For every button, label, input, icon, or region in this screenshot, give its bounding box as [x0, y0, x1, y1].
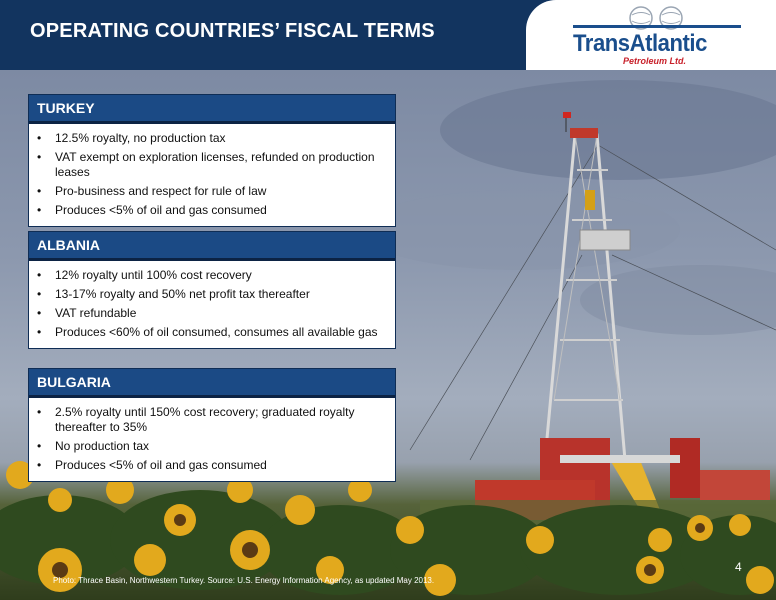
list-item: • Produces <5% of oil and gas consumed [55, 458, 389, 473]
slide-title: OPERATING COUNTRIES’ FISCAL TERMS [30, 20, 435, 42]
slide-header [0, 0, 776, 70]
panel-albania [28, 231, 396, 349]
list-item: • VAT exempt on exploration licenses, refunded on production leases [55, 150, 389, 180]
panel-title: BULGARIA [29, 369, 395, 398]
logo-wordmark: TransAtlantic [573, 30, 707, 57]
list-item: • 12% royalty until 100% cost recovery [55, 268, 389, 283]
bullet-list [29, 398, 395, 481]
panel-bulgaria [28, 368, 396, 482]
photo-caption: Photo: Thrace Basin, Northwestern Turkey. Source: U.S. Energy Information Agency, as updated May 2013. [53, 576, 435, 585]
bullet-list [29, 261, 395, 348]
list-item: • Pro-business and respect for rule of law [55, 184, 389, 199]
list-item: • Produces <5% of oil and gas consumed [55, 203, 389, 218]
panel-title: TURKEY [29, 95, 395, 124]
panel-title: ALBANIA [29, 232, 395, 261]
list-item: • Produces <60% of oil consumed, consumes all available gas [55, 325, 389, 340]
page-number: 4 [735, 560, 742, 574]
list-item: • 2.5% royalty until 150% cost recovery; graduated royalty thereafter to 35% [55, 405, 389, 435]
panel-turkey [28, 94, 396, 227]
list-item: • 12.5% royalty, no production tax [55, 131, 389, 146]
list-item: • No production tax [55, 439, 389, 454]
company-logo [526, 0, 776, 70]
logo-rule [573, 25, 741, 28]
list-item: • 13-17% royalty and 50% net profit tax thereafter [55, 287, 389, 302]
list-item: • VAT refundable [55, 306, 389, 321]
bullet-list [29, 124, 395, 226]
logo-subtitle: Petroleum Ltd. [623, 56, 687, 66]
